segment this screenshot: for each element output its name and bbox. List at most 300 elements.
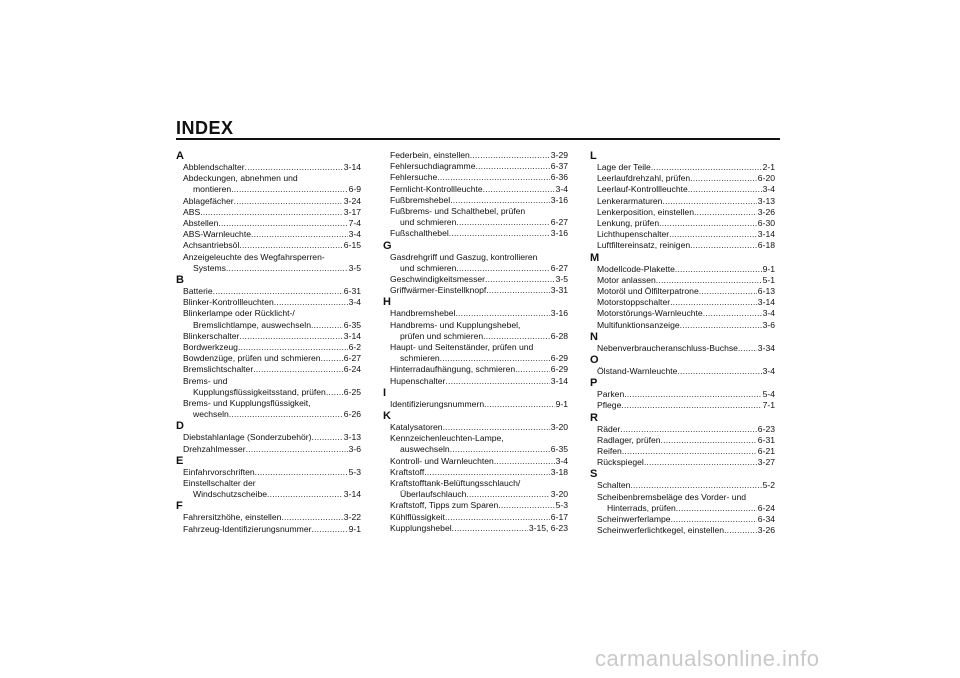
index-entry-term: ABS [183, 206, 201, 217]
index-entry [597, 366, 775, 377]
index-entry [390, 172, 568, 183]
index-entry-page: 6-29 [550, 353, 568, 364]
index-entry-term: Lenkerarmaturen [597, 195, 663, 206]
dot-leader [239, 240, 342, 251]
dot-leader [688, 184, 762, 195]
index-entry [597, 264, 775, 275]
index-entry-term: Fußbremshebel [390, 194, 451, 205]
index-entry-page: 6-15 [343, 240, 361, 251]
index-entry-term: Ölstand-Warnleuchte [597, 366, 678, 377]
dot-leader [485, 274, 555, 285]
dot-leader [671, 514, 757, 525]
index-entry-page: 5-3 [555, 500, 568, 511]
dot-leader [484, 399, 554, 410]
dot-leader [455, 308, 549, 319]
index-entry [390, 150, 568, 161]
index-entry-page: 6-26 [343, 409, 361, 420]
index-entry [183, 364, 361, 375]
index-entry-page: 3-4 [348, 297, 361, 308]
index-entry [597, 297, 775, 308]
index-entry-term: Geschwindigkeitsmesser [390, 274, 486, 285]
dot-leader [738, 343, 757, 354]
index-entry-term: Leerlaufdrehzahl, prüfen [597, 173, 691, 184]
index-entry-page: 6-30 [757, 218, 775, 229]
index-letter-heading: P [590, 377, 598, 390]
dot-leader [699, 286, 757, 297]
index-entry-term: Motorstörungs-Warnleuchte [597, 308, 703, 319]
index-entry-page: 6-27 [550, 262, 568, 273]
dot-leader [483, 331, 550, 342]
index-entry-term: Abblendschalter [183, 162, 245, 172]
index-entry-page: 3-4 [762, 184, 775, 195]
index-entry-term: Lenkerposition, einstellen [597, 206, 694, 217]
index-entry-page: 3-14 [757, 297, 775, 308]
index-entry-page: 6-28 [550, 330, 568, 341]
index-entry-term: Fehlersuchdiagramme [390, 161, 476, 172]
index-entry-page: 3-18 [550, 466, 568, 477]
index-entry [390, 512, 568, 523]
index-entry [390, 376, 568, 387]
index-entry-page: 6-34 [757, 514, 775, 525]
index-entry-term: Radlager, prüfen [597, 434, 661, 445]
index-letter-heading: G [383, 239, 392, 252]
index-entry-term: Pflege [597, 400, 622, 411]
index-entry-term: Blinkerschalter [183, 330, 240, 341]
dot-leader [445, 376, 549, 387]
index-entry [390, 500, 568, 511]
index-entry [183, 218, 361, 229]
dot-leader [200, 207, 343, 218]
index-entry [183, 196, 361, 207]
index-entry-term: prüfen und schmieren [400, 330, 484, 341]
index-entry-page: 6-35 [343, 319, 361, 330]
index-entry-first-line: Brems- und [183, 375, 228, 386]
dot-leader [644, 457, 757, 468]
dot-leader [515, 364, 550, 375]
dot-leader [466, 489, 549, 500]
index-entry [183, 207, 361, 218]
dot-leader [703, 308, 762, 319]
index-entry [597, 207, 775, 218]
index-entry-term: Federbein, einstellen [390, 150, 470, 160]
index-entry-page: 5-4 [762, 389, 775, 400]
index-entry-term: und schmieren [400, 217, 457, 228]
index-entry-page: 3-4 [555, 455, 568, 466]
index-entry-page: 7-1 [762, 400, 775, 411]
index-entry [183, 512, 361, 523]
index-entry-term: Bordwerkzeug [183, 342, 238, 353]
index-letter-heading: A [176, 150, 184, 162]
index-letter-heading: L [590, 150, 597, 162]
index-entry-term: Hinterrads, prüfen [607, 502, 676, 513]
dot-leader [229, 409, 343, 420]
index-entry-page: 3-5 [348, 262, 361, 273]
index-entry-first-line: Kraftstofftank-Belüftungsschlauch/ [390, 478, 521, 489]
index-entry-page: 6-17 [550, 511, 568, 522]
index-entry [183, 331, 361, 342]
index-entry-term: Modellcode-Plakette [597, 263, 675, 274]
index-entry [183, 398, 361, 420]
dot-leader [449, 228, 550, 239]
index-entry-term: Abstellen [183, 218, 219, 229]
dot-leader [651, 162, 762, 173]
index-entry-term: Rückspiegel [597, 457, 644, 468]
dot-leader [656, 275, 762, 286]
dot-leader [690, 240, 757, 251]
dot-leader [226, 263, 348, 274]
index-letter-heading: M [590, 251, 600, 264]
index-entry-page: 3-20 [550, 422, 568, 433]
index-entry-page: 6-27 [550, 217, 568, 228]
index-entry [183, 524, 361, 535]
index-entry [597, 173, 775, 184]
dot-leader [724, 525, 757, 536]
index-entry [597, 424, 775, 435]
index-entry-term: Motoröl und Ölfilterpatrone [597, 286, 699, 297]
index-entry [597, 184, 775, 195]
dot-leader [281, 512, 342, 523]
title-rule [176, 138, 780, 140]
dot-leader [311, 320, 343, 331]
index-entry-page: 6-27 [343, 353, 361, 364]
index-entry-term: Kupplungsflüssigkeitsstand, prüfen [193, 386, 326, 397]
index-entry-term: Kontroll- und Warnleuchten [390, 455, 494, 466]
index-entry-term: Blinker-Kontrollleuchten [183, 297, 274, 308]
index-entry-term: Parken [597, 389, 625, 400]
dot-leader [680, 320, 762, 331]
index-entry [390, 422, 568, 433]
index-entry-term: Motorstoppschalter [597, 297, 671, 308]
index-entry-first-line: Fußbrems- und Schalthebel, prüfen [390, 206, 526, 217]
dot-leader [486, 285, 549, 296]
index-entry [183, 308, 361, 330]
index-entry-term: auswechseln [400, 444, 450, 455]
index-entry-term: Bremslichtlampe, auswechseln [193, 319, 311, 330]
dot-leader [321, 353, 343, 364]
index-entry [597, 492, 775, 514]
index-entry-term: Katalysatoren [390, 422, 443, 433]
dot-leader [456, 263, 549, 274]
index-entry-page: 3-20 [550, 489, 568, 500]
index-entry [597, 514, 775, 525]
index-entry [597, 218, 775, 229]
watermark: carmanualsonline.info [595, 646, 820, 671]
index-entry [597, 196, 775, 207]
index-entry-page: 6-21 [757, 446, 775, 457]
index-entry [597, 275, 775, 286]
index-entry-term: und schmieren [400, 262, 457, 273]
dot-leader [456, 217, 549, 228]
index-entry-page: 3-4 [762, 366, 775, 377]
dot-leader [274, 297, 348, 308]
dot-leader [476, 161, 550, 172]
index-entry-term: Kraftstoff [390, 466, 425, 477]
dot-leader [675, 264, 762, 275]
index-entry-page: 3-6 [762, 319, 775, 330]
index-entry [390, 184, 568, 195]
dot-leader [238, 342, 348, 353]
index-entry [390, 523, 568, 534]
index-letter-heading: R [590, 411, 598, 424]
page-title: INDEX [176, 118, 234, 138]
index-entry-term: Diebstahlanlage (Sonderzubehör) [183, 432, 312, 443]
index-entry [183, 252, 361, 274]
index-entry-term: Leerlauf-Kontrollleuchte [597, 184, 688, 195]
index-entry [597, 435, 775, 446]
index-column-1 [176, 150, 361, 535]
dot-leader [676, 503, 757, 514]
index-entry [597, 308, 775, 319]
index-entry [597, 320, 775, 331]
index-entry [390, 456, 568, 467]
index-entry [597, 286, 775, 297]
index-entry [183, 444, 361, 455]
index-entry [597, 229, 775, 240]
index-entry-page: 3-22 [343, 512, 361, 523]
index-entry-term: schmieren [400, 353, 440, 364]
dot-leader [443, 422, 550, 433]
index-entry-page: 6-24 [757, 502, 775, 513]
dot-leader [470, 150, 550, 161]
index-entry-page: 6-35 [550, 444, 568, 455]
index-entry [597, 389, 775, 400]
dot-leader [312, 432, 343, 443]
index-entry-page: 3-16 [550, 194, 568, 205]
dot-leader [218, 218, 347, 229]
index-entry-page: 3-14 [343, 162, 361, 172]
index-letter-heading: B [176, 274, 184, 287]
index-entry-page: 3-14 [343, 489, 361, 500]
index-entry-term: Hinterradaufhängung, schmieren [390, 364, 516, 375]
index-entry-term: Scheinwerferlichtkegel, einstellen [597, 525, 725, 536]
index-entry [597, 480, 775, 491]
index-entry-term: Scheinwerferlampe [597, 514, 671, 525]
dot-leader [231, 184, 347, 195]
index-entry [183, 240, 361, 251]
index-entry-term: Motor anlassen [597, 274, 656, 285]
index-entry-page: 3-5 [555, 274, 568, 285]
index-entry [597, 343, 775, 354]
index-entry-term: Räder [597, 423, 621, 434]
index-entry-term: Fahrersitzhöhe, einstellen [183, 512, 282, 523]
index-entry [390, 433, 568, 455]
index-entry-page: 5-2 [762, 480, 775, 491]
index-entry [597, 162, 775, 173]
dot-leader [255, 467, 348, 478]
dot-leader [690, 173, 757, 184]
index-entry-page: 6-9 [348, 184, 361, 195]
index-entry-first-line: Brems- und Kupplungsflüssigkeit, [183, 398, 311, 409]
index-letter-heading: O [590, 354, 599, 367]
index-entry-page: 7-4 [348, 218, 361, 229]
index-entry-term: Drehzahlmesser [183, 443, 246, 454]
index-entry [183, 467, 361, 478]
index-entry-page: 3-17 [343, 206, 361, 217]
index-entry-page: 3-34 [757, 342, 775, 353]
index-entry-term: ABS-Warnleuchte [183, 229, 251, 240]
index-entry-page: 3-31 [550, 285, 568, 296]
index-entry-term: Kraftstoff, Tipps zum Sparen [390, 500, 499, 511]
dot-leader [494, 456, 555, 467]
index-entry-term: Fehlersuche [390, 172, 438, 183]
index-entry-page: 3-27 [757, 457, 775, 468]
index-entry-first-line: Blinkerlampe oder Rücklicht-/ [183, 308, 295, 319]
dot-leader [670, 297, 757, 308]
dot-leader [450, 195, 550, 206]
index-entry [183, 342, 361, 353]
index-entry-term: Batterie [183, 286, 213, 297]
index-entry-term: Luftfiltereinsatz, reinigen [597, 240, 691, 251]
index-entry-page: 3-14 [757, 229, 775, 240]
index-letter-heading: D [176, 420, 184, 433]
index-letter-heading: S [590, 468, 598, 481]
index-entry [390, 308, 568, 319]
index-entry-page: 3-13 [757, 195, 775, 206]
index-entry-page: 3-24 [343, 195, 361, 206]
dot-leader [326, 387, 343, 398]
index-entry-term: Identifizierungsnummern [390, 398, 485, 409]
index-entry [183, 376, 361, 398]
index-entry [390, 195, 568, 206]
dot-leader [267, 489, 343, 500]
index-entry [183, 162, 361, 173]
index-entry-term: Fußschalthebel [390, 228, 449, 239]
dot-leader [437, 172, 550, 183]
index-entry-page: 3-6 [348, 443, 361, 454]
dot-leader [246, 444, 348, 455]
dot-leader [251, 229, 348, 240]
dot-leader [661, 435, 757, 446]
dot-leader [621, 400, 761, 411]
dot-leader [622, 446, 757, 457]
dot-leader [450, 444, 550, 455]
index-entry [390, 228, 568, 239]
index-entry-page: 3-14 [550, 375, 568, 386]
index-entry-page: 3-16 [550, 308, 568, 319]
index-entry-page: 3-16 [550, 228, 568, 239]
index-entry [597, 446, 775, 457]
index-entry-page: 6-24 [343, 364, 361, 375]
index-entry [390, 467, 568, 478]
index-letter-heading: I [383, 386, 387, 399]
index-entry [390, 274, 568, 285]
index-entry-first-line: Kennzeichenleuchten-Lampe, [390, 433, 504, 444]
index-entry-term: Hupenschalter [390, 375, 446, 386]
index-entry [183, 353, 361, 364]
index-entry [390, 399, 568, 410]
index-entry-term: Griffwärmer-Einstellknopf [390, 285, 487, 296]
index-entry-page: 2-1 [762, 162, 775, 172]
index-entry-term: Reifen [597, 446, 622, 457]
index-entry [390, 252, 568, 274]
index-entry [597, 525, 775, 536]
index-entry [390, 161, 568, 172]
index-entry [390, 364, 568, 375]
index-entry-page: 6-36 [550, 172, 568, 183]
index-entry [183, 229, 361, 240]
index-entry-first-line: Haupt- und Seitenständer, prüfen und [390, 342, 534, 353]
index-entry [183, 297, 361, 308]
dot-leader [424, 467, 550, 478]
index-entry-page: 3-26 [757, 206, 775, 217]
index-entry-page: 6-29 [550, 364, 568, 375]
dot-leader [440, 353, 550, 364]
index-entry [390, 342, 568, 364]
index-entry-term: Bowdenzüge, prüfen und schmieren [183, 353, 321, 364]
index-entry-term: Lenkung, prüfen [597, 218, 660, 229]
index-entry-page: 3-29 [550, 150, 568, 160]
index-entry [183, 173, 361, 195]
index-entry [183, 432, 361, 443]
index-entry-page: 9-1 [555, 398, 568, 409]
index-entry-page: 3-14 [343, 330, 361, 341]
index-entry-term: Lage der Teile [597, 162, 651, 172]
dot-leader [239, 331, 342, 342]
index-entry-term: wechseln [193, 409, 229, 420]
index-entry-page: 6-31 [757, 434, 775, 445]
index-entry-term: Systems [193, 262, 226, 273]
index-entry-first-line: Gasdrehgriff und Gaszug, kontrollieren [390, 251, 538, 262]
index-entry-page: 3-4 [762, 308, 775, 319]
index-entry-page: 9-1 [348, 523, 361, 534]
index-entry-first-line: Handbrems- und Kupplungshebel, [390, 319, 521, 330]
index-entry [390, 206, 568, 228]
index-entry-term: Kupplungshebel [390, 522, 452, 533]
index-entry-page: 6-18 [757, 240, 775, 251]
dot-leader [498, 500, 554, 511]
dot-leader [662, 196, 756, 207]
index-entry-term: Handbremshebel [390, 308, 456, 319]
index-entry-term: Achsantriebsöl [183, 240, 240, 251]
dot-leader [452, 523, 528, 534]
index-entry-term: Multifunktionsanzeige [597, 319, 680, 330]
index-entry [597, 240, 775, 251]
index-entry-page: 6-13 [757, 286, 775, 297]
dot-leader [694, 207, 757, 218]
dot-leader [630, 480, 761, 491]
dot-leader [312, 524, 348, 535]
index-entry-page: 6-23 [757, 423, 775, 434]
index-entry-first-line: Scheibenbremsbeläge des Vorder- und [597, 491, 747, 502]
dot-leader [620, 424, 756, 435]
index-entry-page: 6-31 [343, 286, 361, 297]
index-column-2 [383, 150, 568, 534]
dot-leader [234, 196, 343, 207]
index-entry-term: Kühlflüssigkeit [390, 511, 445, 522]
index-entry [597, 400, 775, 411]
index-column-3 [590, 150, 775, 536]
dot-leader [669, 229, 757, 240]
index-entry-term: Ablagefächer [183, 195, 234, 206]
index-entry-page: 6-37 [550, 161, 568, 172]
dot-leader [659, 218, 757, 229]
index-entry-page: 5-3 [348, 466, 361, 477]
index-letter-heading: K [383, 410, 391, 423]
dot-leader [445, 512, 550, 523]
index-entry-page: 3-26 [757, 525, 775, 536]
index-entry [183, 286, 361, 297]
dot-leader [245, 162, 343, 173]
index-entry-page: 9-1 [762, 263, 775, 274]
index-entry-term: Überlaufschlauch [400, 489, 467, 500]
dot-leader [483, 184, 555, 195]
index-entry-term: montieren [193, 184, 232, 195]
index-entry-term: Schalten [597, 480, 631, 491]
dot-leader [253, 364, 343, 375]
index-entry [597, 457, 775, 468]
index-entry-term: Lichthupenschalter [597, 229, 670, 240]
dot-leader [677, 366, 761, 377]
